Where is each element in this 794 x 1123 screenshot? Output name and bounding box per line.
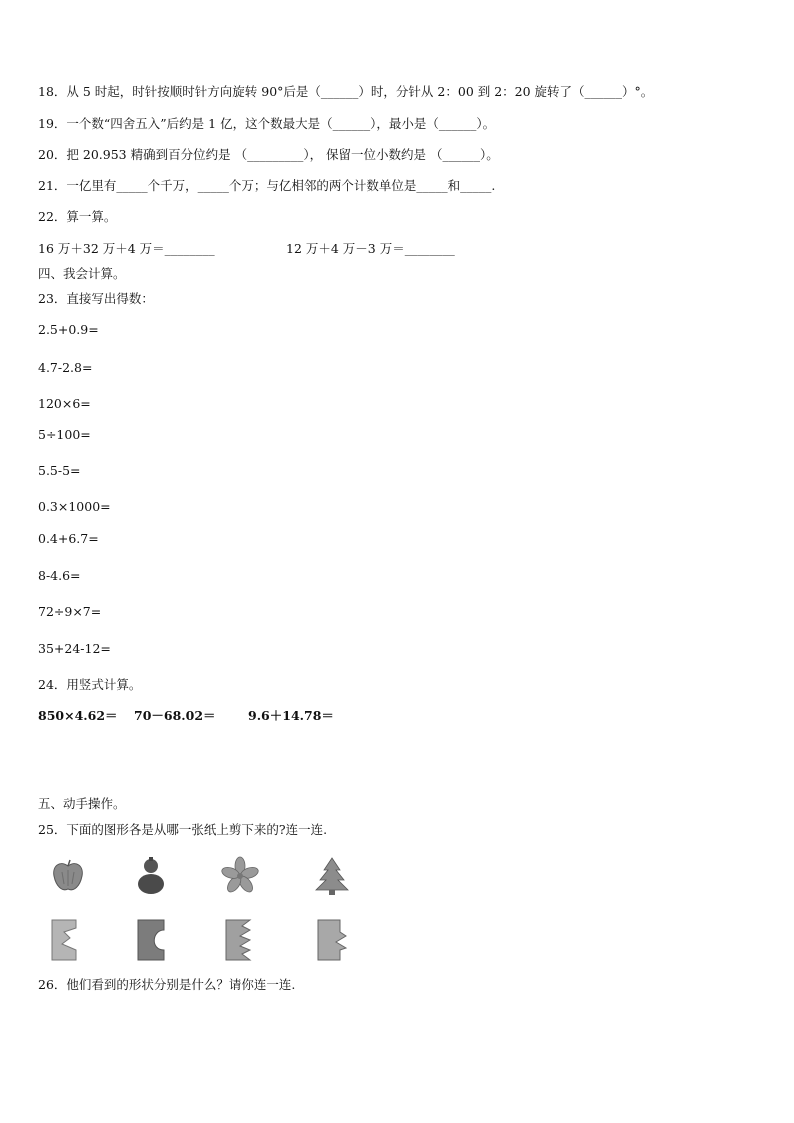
question-20: 20．把 20.953 精确到百分位约是 （_________）， 保留一位小数约是 （______）。 bbox=[38, 147, 499, 162]
q22-expression-1: 16 万＋32 万＋4 万＝________ bbox=[38, 241, 215, 256]
question-19: 19．一个数“四舍五入”后约是 1 亿，这个数最大是（______），最小是（______）。 bbox=[38, 116, 496, 131]
q23-item: 5.5-5= bbox=[38, 463, 81, 478]
q24-expression-3: 9.6＋14.78＝ bbox=[248, 708, 334, 723]
question-26: 26．他们看到的形状分别是什么？请你连一连. bbox=[38, 977, 296, 992]
section-5-title: 五、动手操作。 bbox=[38, 796, 126, 811]
q24-expression-1: 850×4.62＝ bbox=[38, 708, 118, 723]
q23-item: 0.3×1000= bbox=[38, 499, 111, 514]
paper-piece-2-icon bbox=[136, 918, 168, 962]
q23-item: 2.5+0.9= bbox=[38, 322, 99, 337]
q22-expression-2: 12 万＋4 万－3 万＝________ bbox=[286, 241, 455, 256]
q23-item: 8-4.6= bbox=[38, 568, 81, 583]
q23-item: 5÷100= bbox=[38, 427, 91, 442]
flower-shape-icon bbox=[220, 856, 260, 896]
question-21: 21．一亿里有_____个千万，_____个万；与亿相邻的两个计数单位是_____和_____. bbox=[38, 178, 496, 193]
question-25: 25．下面的图形各是从哪一张纸上剪下来的?连一连. bbox=[38, 822, 328, 837]
q24-expression-2: 70－68.02＝ bbox=[134, 708, 216, 723]
paper-piece-4-icon bbox=[316, 918, 348, 962]
question-24: 24．用竖式计算。 bbox=[38, 677, 142, 692]
apple-shape-icon bbox=[50, 858, 86, 894]
question-23: 23．直接写出得数： bbox=[38, 291, 154, 306]
q23-item: 4.7-2.8= bbox=[38, 360, 93, 375]
question-18: 18．从 5 时起，时针按顺时针方向旋转 90°后是（______）时，分针从 2：00 到 2：20 旋转了（______）°。 bbox=[38, 84, 654, 99]
q23-item: 0.4+6.7= bbox=[38, 531, 99, 546]
paper-piece-3-icon bbox=[224, 918, 256, 962]
q23-item: 72÷9×7= bbox=[38, 604, 102, 619]
q23-item: 120×6= bbox=[38, 396, 91, 411]
tree-shape-icon bbox=[314, 856, 350, 896]
section-4-title: 四、我会计算。 bbox=[38, 266, 126, 281]
paper-piece-1-icon bbox=[50, 918, 82, 962]
q23-item: 35+24-12= bbox=[38, 641, 111, 656]
question-22: 22．算一算。 bbox=[38, 209, 117, 224]
gourd-shape-icon bbox=[134, 856, 168, 896]
